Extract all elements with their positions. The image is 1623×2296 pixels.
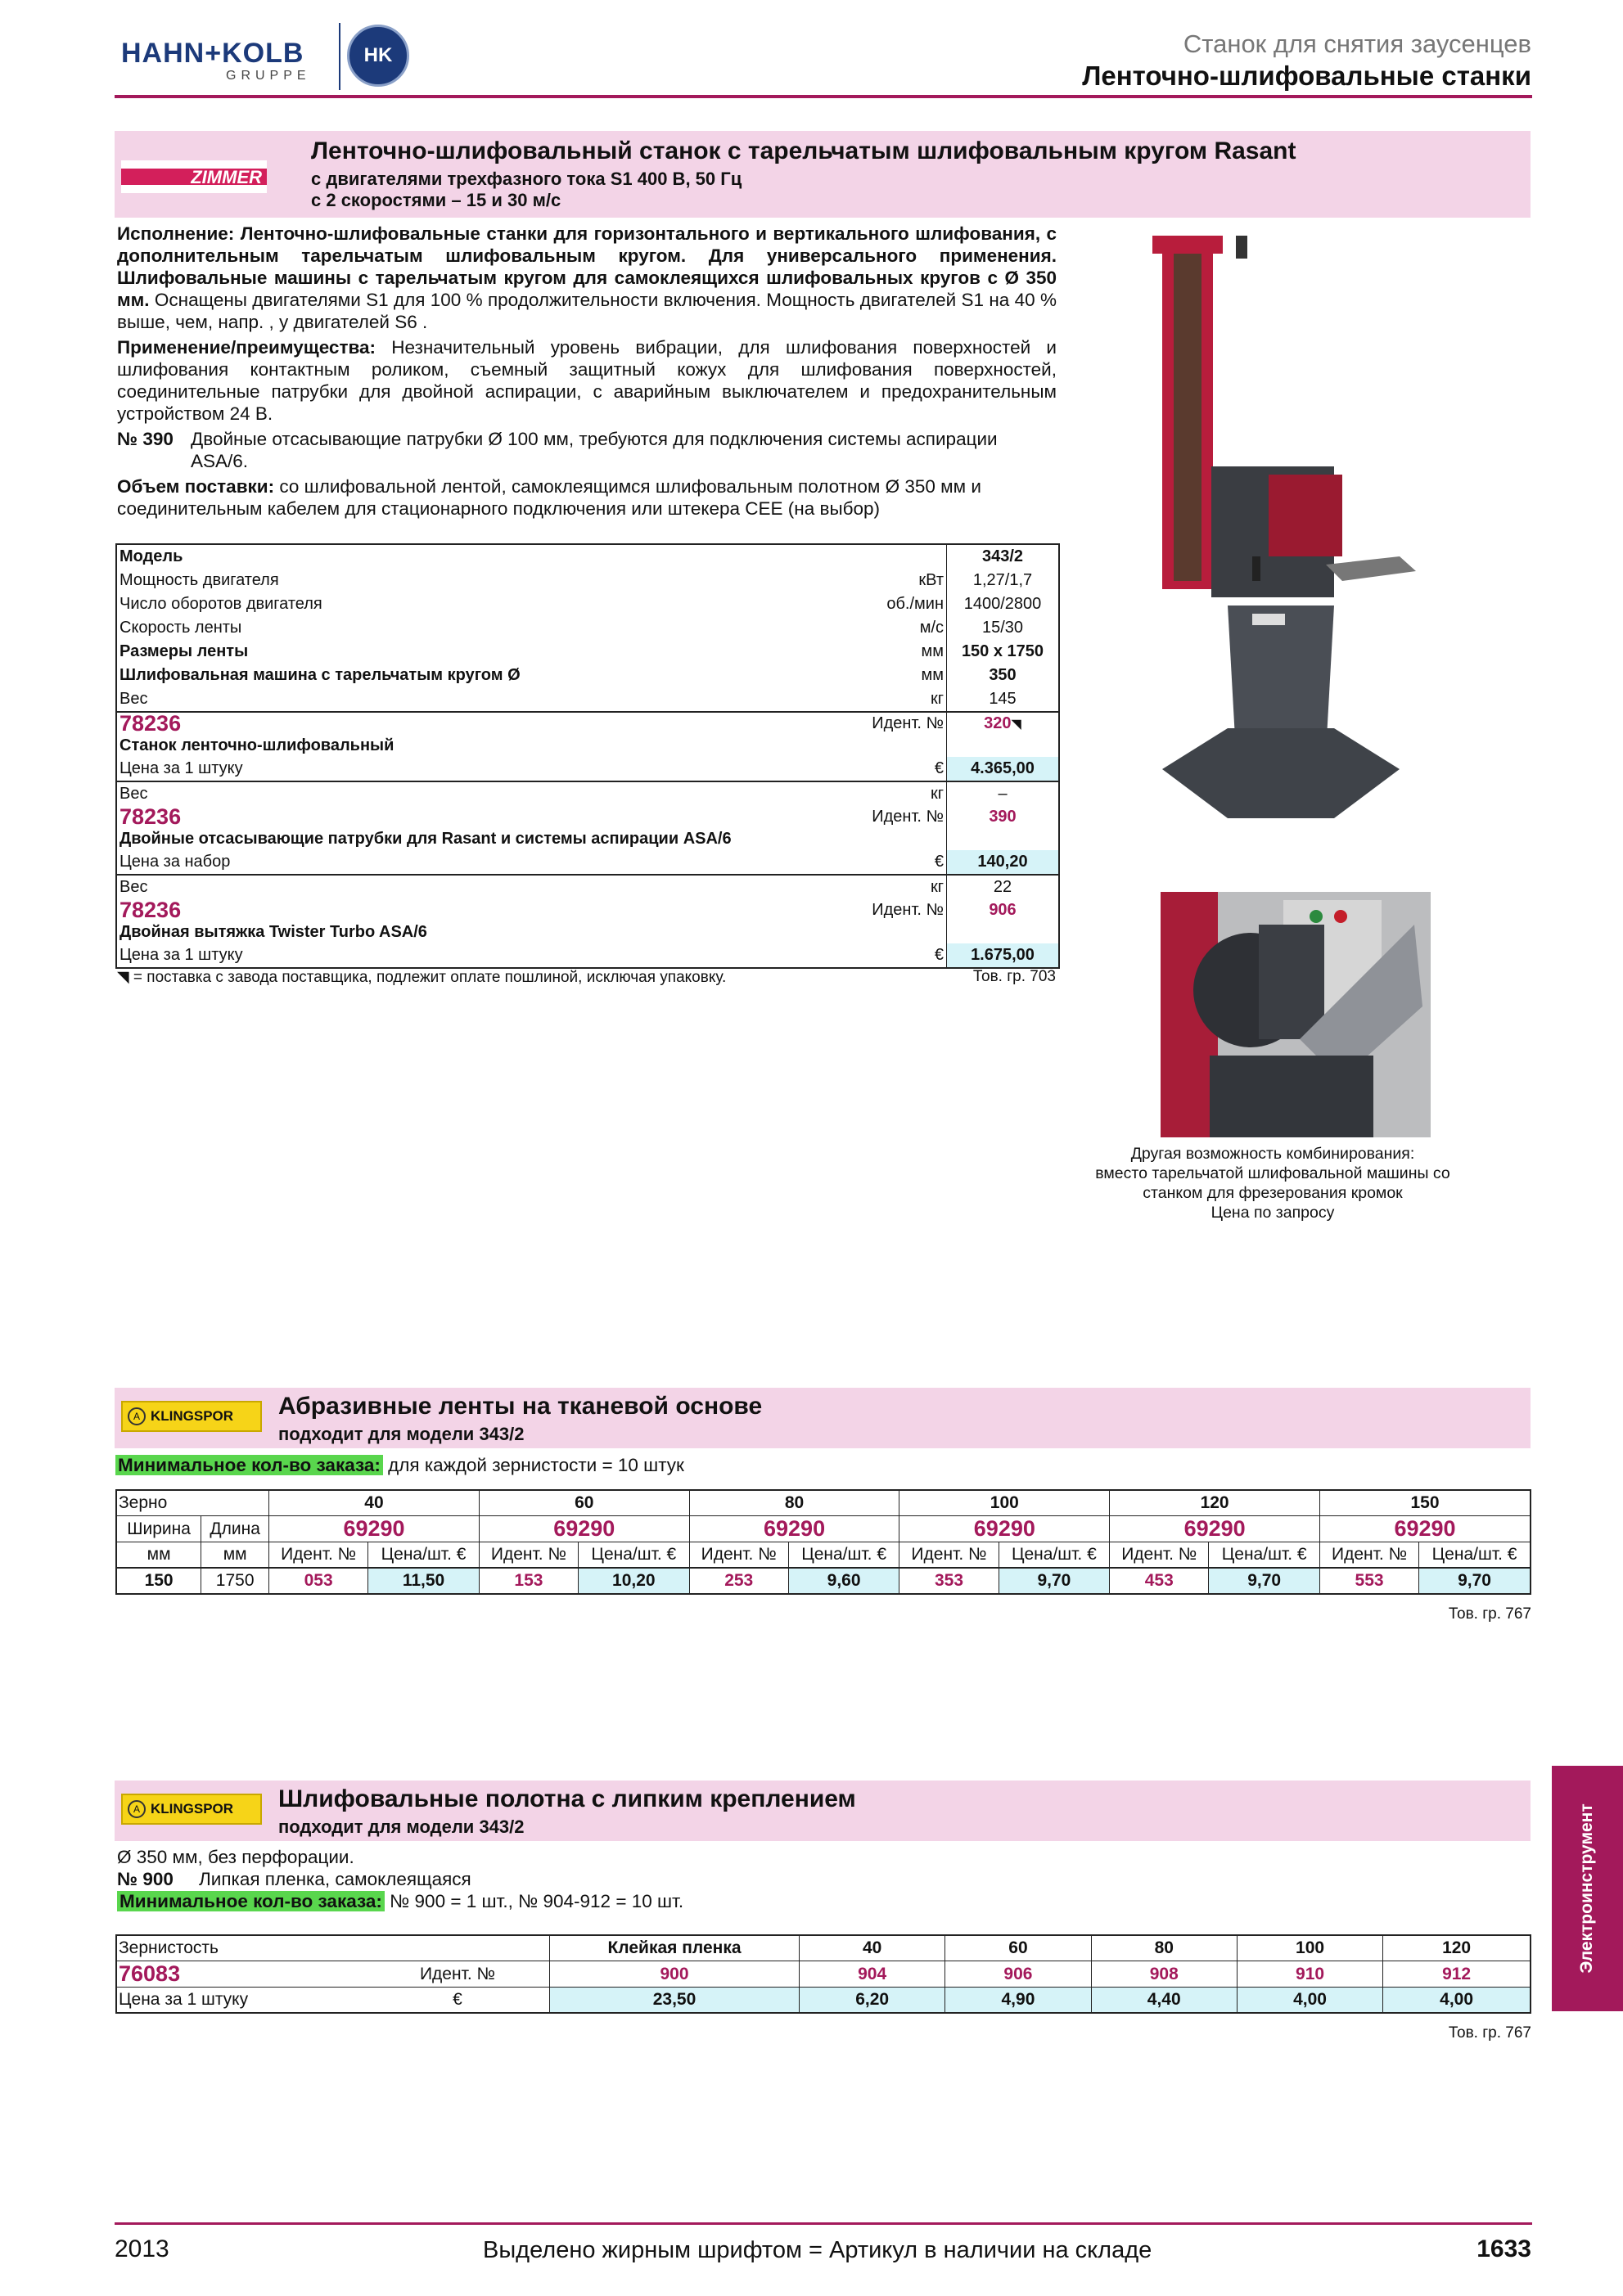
min-order-text-2: № 900 = 1 шт., № 904-912 = 10 шт. (390, 1891, 684, 1911)
product3-title: Шлифовальные полотна с липким креплением (278, 1785, 856, 1812)
image-caption (1089, 1144, 1457, 1222)
brand-name: HAHN+KOLB (121, 38, 304, 69)
spec-unit: об./мин (886, 595, 944, 613)
subcategory-title: Ленточно-шлифовальные станки (1082, 61, 1531, 91)
spec-value: 1400/2800 (947, 592, 1060, 616)
psa-price: 4,00 (1237, 1988, 1382, 2014)
grit-id: 053 (269, 1568, 368, 1594)
psa-id: 906 (945, 1961, 1091, 1988)
desc-label-delivery: Объем поставки: (117, 476, 275, 497)
item-name-cell (116, 806, 851, 850)
length-unit: мм (201, 1542, 269, 1569)
price-currency: € (934, 759, 944, 777)
grit-article: 69290 (1320, 1516, 1531, 1542)
klingspor-logo-icon-2: A (128, 1800, 146, 1818)
klingspor-logo-text: KLINGSPOR (151, 1408, 234, 1424)
product2-min-order (115, 1454, 684, 1476)
caption-line-3: станком для фрезерования кромок (1143, 1184, 1403, 1202)
length-value: 1750 (201, 1568, 269, 1594)
id-label: Идент. № (872, 808, 944, 826)
klingspor-logo-icon: A (128, 1407, 146, 1425)
grit-article: 69290 (899, 1516, 1110, 1542)
psa-col-head: 60 (945, 1935, 1091, 1961)
psa-price-row (116, 1988, 1531, 2014)
price-currency: € (934, 946, 944, 964)
grit-price: 9,70 (999, 1568, 1110, 1594)
grit-value: 150 (1320, 1490, 1531, 1516)
grit-value: 60 (479, 1490, 689, 1516)
desc-text-delivery: со шлифовальной лентой, самоклеящимся шлифовальным полотном Ø 350 мм и соединительным кабелем для стационарного подключения или штекера CEE (на выбор) (117, 476, 981, 519)
item-name-cell (116, 712, 851, 757)
spec-value: 150 x 1750 (947, 640, 1060, 664)
psa-price: 4,90 (945, 1988, 1091, 2014)
side-tab[interactable] (1552, 1766, 1623, 2011)
article-number: 78236 (119, 711, 182, 736)
psa-id: 912 (1383, 1961, 1531, 1988)
psa-price-label: Цена за 1 штуку (116, 1988, 366, 2014)
psa-id: 904 (800, 1961, 945, 1988)
spec-label: Шлифовальная машина с тарельчатым кругом Ø (119, 666, 521, 684)
footer-legend: Выделено жирным шрифтом = Артикул в наличии на складе (483, 2237, 1152, 2263)
psa-article: 76083 (116, 1961, 366, 1988)
spec-row (116, 640, 1059, 664)
item-name-cell (116, 899, 851, 943)
spec-label: Число оборотов двигателя (119, 595, 322, 613)
side-tab-label: Электроинструмент (1577, 1803, 1596, 1974)
units-row (116, 1542, 1531, 1569)
width-unit: мм (116, 1542, 201, 1569)
footer-year: 2013 (115, 2235, 169, 2262)
psa-header-row (116, 1935, 1531, 1961)
note-number: № 390 (117, 429, 174, 449)
desc-delivery (117, 475, 1057, 520)
price-label: Цена за 1 штуку (119, 946, 243, 964)
spec-label: Модель (119, 547, 183, 565)
id-col-label: Идент. № (1320, 1542, 1419, 1569)
price-col-label: Цена/шт. € (999, 1542, 1110, 1569)
spec-row (116, 592, 1059, 616)
item-weight-row (116, 781, 1059, 806)
price-value: 4.365,00 (947, 757, 1060, 781)
desc-application (117, 336, 1057, 425)
zimmer-logo-text: ZIMMER (191, 167, 262, 187)
desc-note (117, 428, 1057, 472)
product3-note-number: № 900 (117, 1869, 174, 1889)
width-label: Ширина (116, 1516, 201, 1542)
product2-title: Абразивные ленты на тканевой основе (278, 1393, 763, 1420)
spec-value: 15/30 (947, 616, 1060, 640)
grit-article: 69290 (689, 1516, 899, 1542)
psa-price: 4,40 (1091, 1988, 1237, 2014)
item-row (116, 712, 1059, 757)
article-number: 78236 (119, 804, 182, 829)
psa-col-head: 120 (1383, 1935, 1531, 1961)
grit-price: 11,50 (368, 1568, 480, 1594)
price-currency: € (934, 853, 944, 871)
price-row (116, 943, 1059, 968)
psa-currency: € (366, 1988, 550, 2014)
psa-id: 910 (1237, 1961, 1382, 1988)
id-col-label: Идент. № (1110, 1542, 1209, 1569)
id-col-label: Идент. № (689, 1542, 788, 1569)
desc-bold-execution: Ленточно-шлифовальные станки для горизонтального и вертикального шлифования, с дополнительным тарельчатым шлифовальным кругом. Для универсального применения. Шлифовальные машины с тарельчатым кругом для самоклеящихся шлифовальных кругов с Ø 350 мм. (117, 223, 1057, 310)
desc-text-application: Незначительный уровень вибрации, для шлифования поверхностей и шлифования контактным роликом, съемный защитный кожух для шлифования поверхностей, соединительные патрубки для двойной аспирации, с аварийным выключателем и предохранительным устройством 24 В. (117, 337, 1057, 424)
spec-value: 343/2 (947, 544, 1060, 569)
psa-price: 6,20 (800, 1988, 945, 2014)
article-row (116, 1516, 1531, 1542)
spec-unit: кВт (918, 571, 944, 589)
spec-row (116, 544, 1059, 569)
product1-subtitle-1: с двигателями трехфазного тока S1 400 В, 50 Гц (311, 169, 742, 189)
min-order-text: для каждой зернистости = 10 штук (388, 1455, 684, 1475)
width-value: 150 (116, 1568, 201, 1594)
product3-description (117, 1846, 683, 1912)
weight-value: – (947, 781, 1060, 806)
desc-execution (117, 223, 1057, 333)
footer-rule (115, 2222, 1532, 2225)
product3-table (115, 1934, 1531, 2014)
psa-id-label: Идент. № (366, 1961, 550, 1988)
spec-value: 145 (947, 687, 1060, 712)
ex-works-icon: ◥ (117, 969, 129, 986)
brand-divider (339, 23, 340, 90)
spec-label: Вес (119, 690, 148, 708)
grit-article: 69290 (269, 1516, 480, 1542)
spec-label: Мощность двигателя (119, 571, 279, 589)
product2-subtitle: подходит для модели 343/2 (278, 1424, 525, 1444)
price-col-label: Цена/шт. € (368, 1542, 480, 1569)
item-name: Двойные отсасывающие патрубки для Rasant и системы аспирации ASA/6 (119, 830, 732, 848)
price-row (116, 757, 1059, 781)
product3-desc: Ø 350 мм, без перфорации. (117, 1847, 354, 1867)
product1-description (117, 223, 1057, 520)
desc-text-execution: Оснащены двигателями S1 для 100 % продолжительности включения. Мощность двигателей S1 на 40 % выше, чем, напр. , у двигателей S6 . (117, 290, 1057, 332)
product2-table (115, 1489, 1531, 1595)
grit-article: 69290 (479, 1516, 689, 1542)
belt-grinder-image (1129, 229, 1432, 835)
psa-col-head: 40 (800, 1935, 945, 1961)
product1-title: Ленточно-шлифовальный станок с тарельчатым шлифовальным кругом Rasant (311, 137, 1296, 164)
desc-label-application: Применение/преимущества: (117, 337, 376, 358)
psa-col-head: 100 (1237, 1935, 1382, 1961)
product3-tov-gr: Тов. гр. 767 (1448, 2024, 1531, 2042)
product1-spec-table (115, 543, 1060, 969)
weight-unit: кг (930, 785, 944, 803)
length-label: Длина (201, 1516, 269, 1542)
klingspor-logo-2 (121, 1794, 262, 1825)
spec-row (116, 569, 1059, 592)
id-col-label: Идент. № (479, 1542, 578, 1569)
psa-id-row (116, 1961, 1531, 1988)
id-number: 320◥ (947, 712, 1060, 757)
product3-min-order (117, 1890, 683, 1912)
article-number: 78236 (119, 898, 182, 922)
price-col-label: Цена/шт. € (788, 1542, 899, 1569)
item-weight-row (116, 875, 1059, 899)
note-text: Двойные отсасывающие патрубки Ø 100 мм, требуются для подключения системы аспирации ASA/6. (191, 429, 998, 471)
spec-row (116, 687, 1059, 712)
brand-badge-text: HK (363, 44, 393, 66)
ex-works-icon: ◥ (1011, 718, 1021, 732)
id-label: Идент. № (872, 714, 944, 732)
weight-label: Вес (119, 785, 148, 803)
weight-value: 22 (947, 875, 1060, 899)
footnote-text: = поставка с завода поставщика, подлежит оплате пошлиной, исключая упаковку. (133, 969, 727, 986)
price-label: Цена за набор (119, 853, 231, 871)
product1-tov-gr: Тов. гр. 703 (972, 968, 1056, 985)
grit-price: 9,70 (1209, 1568, 1320, 1594)
page-number: 1633 (1476, 2235, 1531, 2262)
product3-subtitle: подходит для модели 343/2 (278, 1817, 525, 1837)
price-col-label: Цена/шт. € (578, 1542, 689, 1569)
id-col-label: Идент. № (269, 1542, 368, 1569)
spec-unit (851, 544, 947, 569)
id-number: 906 (947, 899, 1060, 943)
header-rule (115, 95, 1532, 98)
footnote (117, 968, 726, 987)
spec-unit: мм (921, 666, 944, 684)
psa-price: 23,50 (550, 1988, 800, 2014)
grit-article: 69290 (1110, 1516, 1320, 1542)
grit-value: 100 (899, 1490, 1110, 1516)
grit-price: 9,60 (788, 1568, 899, 1594)
grit-label: Зерно (116, 1490, 269, 1516)
psa-col-head: Клейкая пленка (550, 1935, 800, 1961)
price-col-label: Цена/шт. € (1209, 1542, 1320, 1569)
min-order-label-2: Минимальное кол-во заказа: (117, 1891, 385, 1911)
brand-sub: GRUPPE (226, 69, 311, 83)
grit-id: 453 (1110, 1568, 1209, 1594)
grit-id: 153 (479, 1568, 578, 1594)
grit-id: 353 (899, 1568, 999, 1594)
spec-row (116, 664, 1059, 687)
values-row (116, 1568, 1531, 1594)
psa-col-head: 80 (1091, 1935, 1237, 1961)
weight-label: Вес (119, 878, 148, 896)
caption-line-1: Другая возможность комбинирования: (1130, 1145, 1415, 1163)
product3-note-text: Липкая пленка, самоклеящаяся (199, 1869, 471, 1889)
caption-line-2: вместо тарельчатой шлифовальной машины со (1095, 1164, 1450, 1182)
min-order-label: Минимальное кол-во заказа: (115, 1455, 383, 1475)
item-row (116, 899, 1059, 943)
grit-price: 9,70 (1419, 1568, 1531, 1594)
caption-line-4: Цена по запросу (1210, 1204, 1335, 1222)
klingspor-logo-text-2: KLINGSPOR (151, 1801, 234, 1817)
product1-subtitle-2: с 2 скоростями – 15 и 30 м/с (311, 190, 561, 210)
grit-value: 80 (689, 1490, 899, 1516)
psa-id: 900 (550, 1961, 800, 1988)
price-col-label: Цена/шт. € (1419, 1542, 1531, 1569)
id-number: 390 (947, 806, 1060, 850)
category-title: Станок для снятия заусенцев (1183, 29, 1531, 58)
grit-header-row (116, 1490, 1531, 1516)
spec-value: 350 (947, 664, 1060, 687)
grit-price: 10,20 (578, 1568, 689, 1594)
product3-note (117, 1868, 683, 1890)
brand-badge-icon (347, 25, 409, 87)
price-value: 140,20 (947, 850, 1060, 875)
spec-unit: мм (921, 642, 944, 660)
grit-id: 253 (689, 1568, 788, 1594)
zimmer-logo (121, 160, 267, 193)
spec-label: Скорость ленты (119, 619, 242, 637)
id-label: Идент. № (872, 901, 944, 919)
desc-label-execution: Исполнение: (117, 223, 235, 244)
spec-value: 1,27/1,7 (947, 569, 1060, 592)
weight-unit: кг (930, 878, 944, 896)
psa-price: 4,00 (1383, 1988, 1531, 2014)
klingspor-logo (121, 1401, 262, 1432)
spec-unit: кг (930, 690, 944, 708)
grit-value: 40 (269, 1490, 480, 1516)
spec-label: Размеры ленты (119, 642, 249, 660)
spec-unit: м/с (919, 619, 944, 637)
item-row (116, 806, 1059, 850)
psa-grit-label: Зернистость (116, 1935, 550, 1961)
price-label: Цена за 1 штуку (119, 759, 243, 777)
item-name: Двойная вытяжка Twister Turbo ASA/6 (119, 923, 427, 941)
price-row (116, 850, 1059, 875)
product2-tov-gr: Тов. гр. 767 (1448, 1605, 1531, 1623)
psa-id: 908 (1091, 1961, 1237, 1988)
price-value: 1.675,00 (947, 943, 1060, 968)
spec-row (116, 616, 1059, 640)
item-name: Станок ленточно-шлифовальный (119, 736, 394, 754)
edge-milling-image (1161, 892, 1431, 1137)
grit-id: 553 (1320, 1568, 1419, 1594)
grit-value: 120 (1110, 1490, 1320, 1516)
id-col-label: Идент. № (899, 1542, 999, 1569)
